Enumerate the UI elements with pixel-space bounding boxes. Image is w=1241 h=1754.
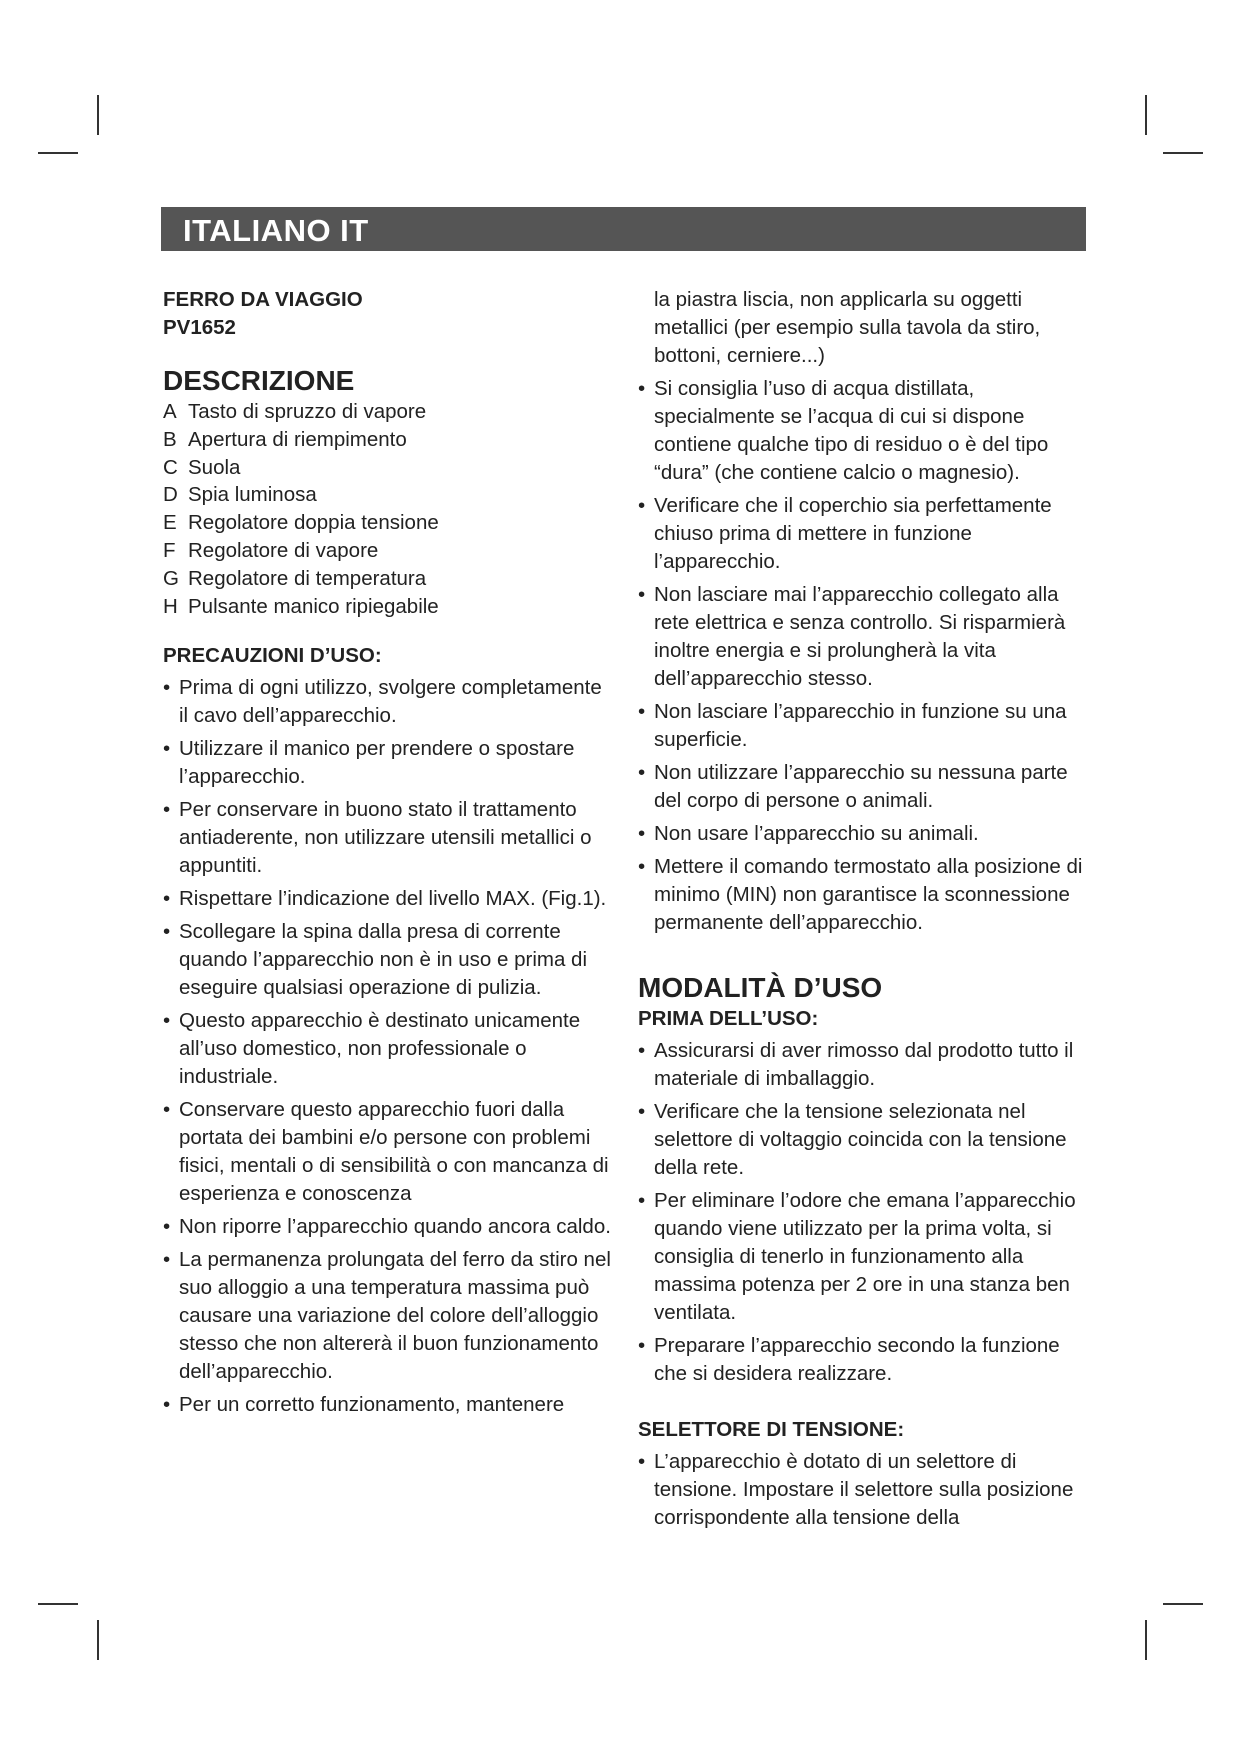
- precauzioni-list: [163, 674, 613, 1419]
- crop-mark-top-left-h: [38, 152, 78, 154]
- precauzioni-heading: PRECAUZIONI D’USO:: [163, 644, 382, 668]
- list-item: • Non usare l’apparecchio su animali.: [638, 820, 1093, 848]
- legend-item: A Tasto di spruzzo di vapore: [163, 400, 427, 423]
- list-item: • Assicurarsi di aver rimosso dal prodotto tutto il materiale di imballaggio.: [638, 1037, 1093, 1093]
- descrizione-heading: DESCRIZIONE: [163, 365, 355, 396]
- list-item: • Mettere il comando termostato alla posizione di minimo (MIN) non garantisce la sconnessione permanente dell’apparecchio.: [638, 853, 1093, 937]
- crop-mark-top-right-v: [1145, 95, 1147, 135]
- language-title: ITALIANO IT: [183, 213, 369, 248]
- list-item: • Conservare questo apparecchio fuori dalla portata dei bambini e/o persone con problemi fisici, mentali o di sensibilità o con mancanza di esperienza e conoscenza: [163, 1096, 613, 1208]
- prima-uso-list: [638, 1037, 1093, 1388]
- list-item: • Per eliminare l’odore che emana l’apparecchio quando viene utilizzato per la prima volta, si consiglia di tenerlo in funzionamento alla massima potenza per 2 ore in una stanza ben ventilata.: [638, 1187, 1093, 1327]
- list-item: • Non lasciare mai l’apparecchio collegato alla rete elettrica e senza controllo. Si risparmierà inoltre energia e si prolungherà la vita dell’apparecchio stesso.: [638, 581, 1093, 693]
- parts-legend: [163, 398, 613, 620]
- language-header: [161, 207, 1086, 251]
- left-column: [163, 286, 613, 1424]
- list-item: • Rispettare l’indicazione del livello MAX. (Fig.1).: [163, 885, 613, 913]
- crop-mark-bottom-right-h: [1163, 1603, 1203, 1605]
- legend-item: B Apertura di riempimento: [163, 427, 407, 451]
- list-item: • Scollegare la spina dalla presa di corrente quando l’apparecchio non è in uso e prima di eseguire qualsiasi operazione di pulizia.: [163, 918, 613, 1002]
- product-model: PV1652: [163, 316, 236, 339]
- list-item: • Non riporre l’apparecchio quando ancora caldo.: [163, 1213, 613, 1241]
- list-item: • Non lasciare l’apparecchio in funzione su una superficie.: [638, 698, 1093, 754]
- selettore-list: [638, 1448, 1093, 1532]
- list-item: • La permanenza prolungata del ferro da stiro nel suo alloggio a una temperatura massima può causare una variazione del colore dell’alloggio stesso che non altererà il buon funzionamento dell’apparecchio.: [163, 1246, 613, 1386]
- product-name: FERRO DA VIAGGIO: [163, 288, 363, 311]
- list-item: • Non utilizzare l’apparecchio su nessuna parte del corpo di persone o animali.: [638, 759, 1093, 815]
- list-item-continuation: la piastra liscia, non applicarla su oggetti metallici (per esempio sulla tavola da stiro, bottoni, cerniere...): [654, 288, 1041, 367]
- crop-mark-bottom-right-v: [1145, 1620, 1147, 1660]
- crop-mark-top-right-h: [1163, 152, 1203, 154]
- legend-item: C Suola: [163, 455, 241, 479]
- legend-item: H Pulsante manico ripiegabile: [163, 594, 439, 618]
- list-item: • Per un corretto funzionamento, mantenere: [163, 1391, 613, 1419]
- list-item: • Utilizzare il manico per prendere o spostare l’apparecchio.: [163, 735, 613, 791]
- legend-item: F Regolatore di vapore: [163, 538, 379, 562]
- crop-mark-top-left-v: [97, 95, 99, 135]
- legend-item: D Spia luminosa: [163, 483, 317, 507]
- list-item: • Per conservare in buono stato il trattamento antiaderente, non utilizzare utensili metallici o appuntiti.: [163, 796, 613, 880]
- right-column: [638, 286, 1093, 1537]
- list-item: • Questo apparecchio è destinato unicamente all’uso domestico, non professionale o industriale.: [163, 1007, 613, 1091]
- list-item: • Verificare che la tensione selezionata nel selettore di voltaggio coincida con la tensione della rete.: [638, 1098, 1093, 1182]
- modalita-heading: MODALITÀ D’USO: [638, 972, 883, 1003]
- selettore-heading: SELETTORE DI TENSIONE:: [638, 1418, 905, 1441]
- list-item: • Si consiglia l’uso di acqua distillata, specialmente se l’acqua di cui si dispone contiene qualche tipo di residuo o è del tipo “dura” (che contiene calcio o magnesio).: [638, 375, 1093, 487]
- list-item: • Preparare l’apparecchio secondo la funzione che si desidera realizzare.: [638, 1332, 1093, 1388]
- list-item: • L’apparecchio è dotato di un selettore di tensione. Impostare il selettore sulla posizione corrispondente alla tensione della: [638, 1448, 1093, 1532]
- list-item: • Prima di ogni utilizzo, svolgere completamente il cavo dell’apparecchio.: [163, 674, 613, 730]
- precauzioni-list-continued: [638, 375, 1093, 937]
- crop-mark-bottom-left-v: [97, 1620, 99, 1660]
- list-item: • Verificare che il coperchio sia perfettamente chiuso prima di mettere in funzione l’apparecchio.: [638, 492, 1093, 576]
- legend-item: E Regolatore doppia tensione: [163, 511, 439, 535]
- legend-item: G Regolatore di temperatura: [163, 566, 427, 590]
- crop-mark-bottom-left-h: [38, 1603, 78, 1605]
- prima-uso-heading: PRIMA DELL’USO:: [638, 1007, 819, 1030]
